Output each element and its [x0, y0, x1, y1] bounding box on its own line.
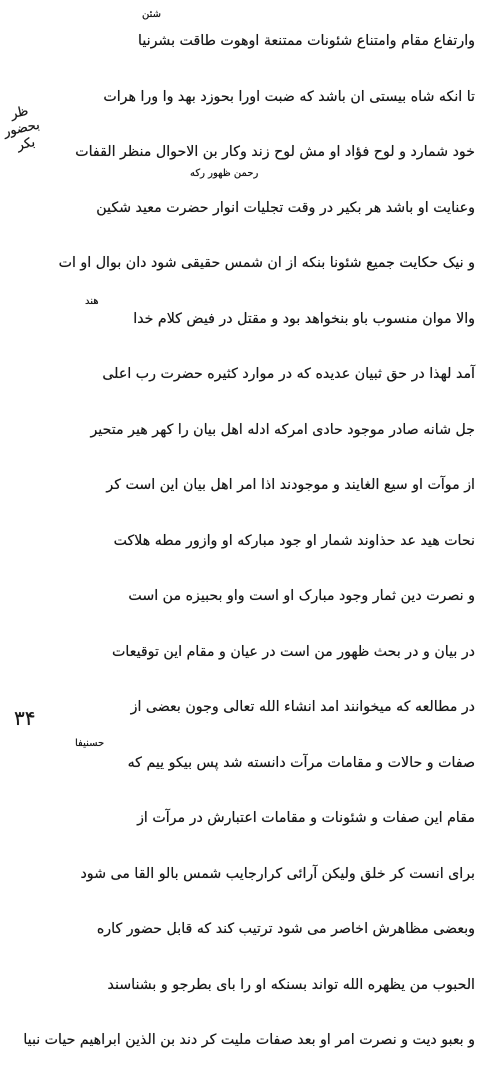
text-line: وارتفاع مقام وامتناع شئونات ممتنعة اوهوت طاقت بشرنيا: [138, 33, 475, 49]
text-line: و نصرت دین ثمار وجود مبارک او است واو بحبیزه من است: [128, 588, 475, 604]
text-line: نحات هید عد حذاوند شمار او جود مبارکه او وازور مطه هلاکت: [113, 532, 475, 549]
interlinear-note: حسنیفا: [75, 738, 105, 749]
interlinear-note: هند: [85, 296, 99, 307]
text-line: برای انست کر خلق ولیکن آرائی کرارجایب شمس بالو القا می شود: [80, 865, 475, 882]
text-line: در بیان و در بحث ظهور من است در عیان و مقام این توقیعات: [112, 643, 475, 660]
text-line: و بعبو دیت و نصرت امر او بعد صفات ملیت کر دند بن الذین ابراهیم حیات نبیا: [23, 1032, 475, 1048]
text-line: تا انکه شاه بیستی ان باشد که ضبت اورا بحوزد بهد وا ورا هرات: [103, 88, 475, 105]
text-line: در مطالعه که میخوانند امد انشاء الله تعالی وجون بعضی از: [130, 699, 475, 715]
text-line: آمد لهذا در حق ثبیان عدیده که در موارد کثیره حضرت رب اعلی: [102, 366, 475, 382]
text-line: الحبوب من یظهره الله تواند بسنکه او را بای بطرجو و بشناسند: [107, 976, 475, 993]
text-line: از موآت او سیع الغایند و موجودند اذا امر اهل بیان این است کر: [106, 477, 475, 493]
text-line: مقام این صفات و شئونات و مقامات اعتبارش در مرآت از: [137, 810, 475, 826]
text-line: والا موان منسوب باو بنخواهد بود و مقتل در فیض کلام خدا: [133, 310, 475, 327]
margin-note-line: ظر: [9, 103, 30, 123]
interlinear-note: رحمن ظهور رکه: [190, 168, 259, 179]
page-number: ۳۴: [14, 706, 36, 730]
interlinear-note: شئن: [142, 9, 162, 20]
margin-note-line: بحضور بکر: [2, 117, 42, 154]
margin-note: [1, 102, 44, 156]
text-line: جل شانه صادر موجود حادی امرکه ادله اهل بیان را کهر هیر متحیر: [90, 421, 475, 438]
text-line: وعنایت او باشد هر بکیر در وقت تجلیات انوار حضرت معید شکین: [96, 199, 475, 216]
text-line: صفات و حالات و مقامات مرآت دانسته شد پس بیکو ییم که: [127, 754, 475, 771]
text-line: و نیک حکایت جمیع شئونا بنکه از ان شمس حقیقی شود دان بوال او ات: [58, 255, 475, 271]
text-line: وبعضی مظاهرش اخاصر می شود ترتیب کند که قابل حضور کاره: [96, 921, 475, 937]
text-line: خود شمارد و لوح فؤاد او مش لوح زند وکار بن الاحوال منظر القفات: [75, 144, 475, 160]
